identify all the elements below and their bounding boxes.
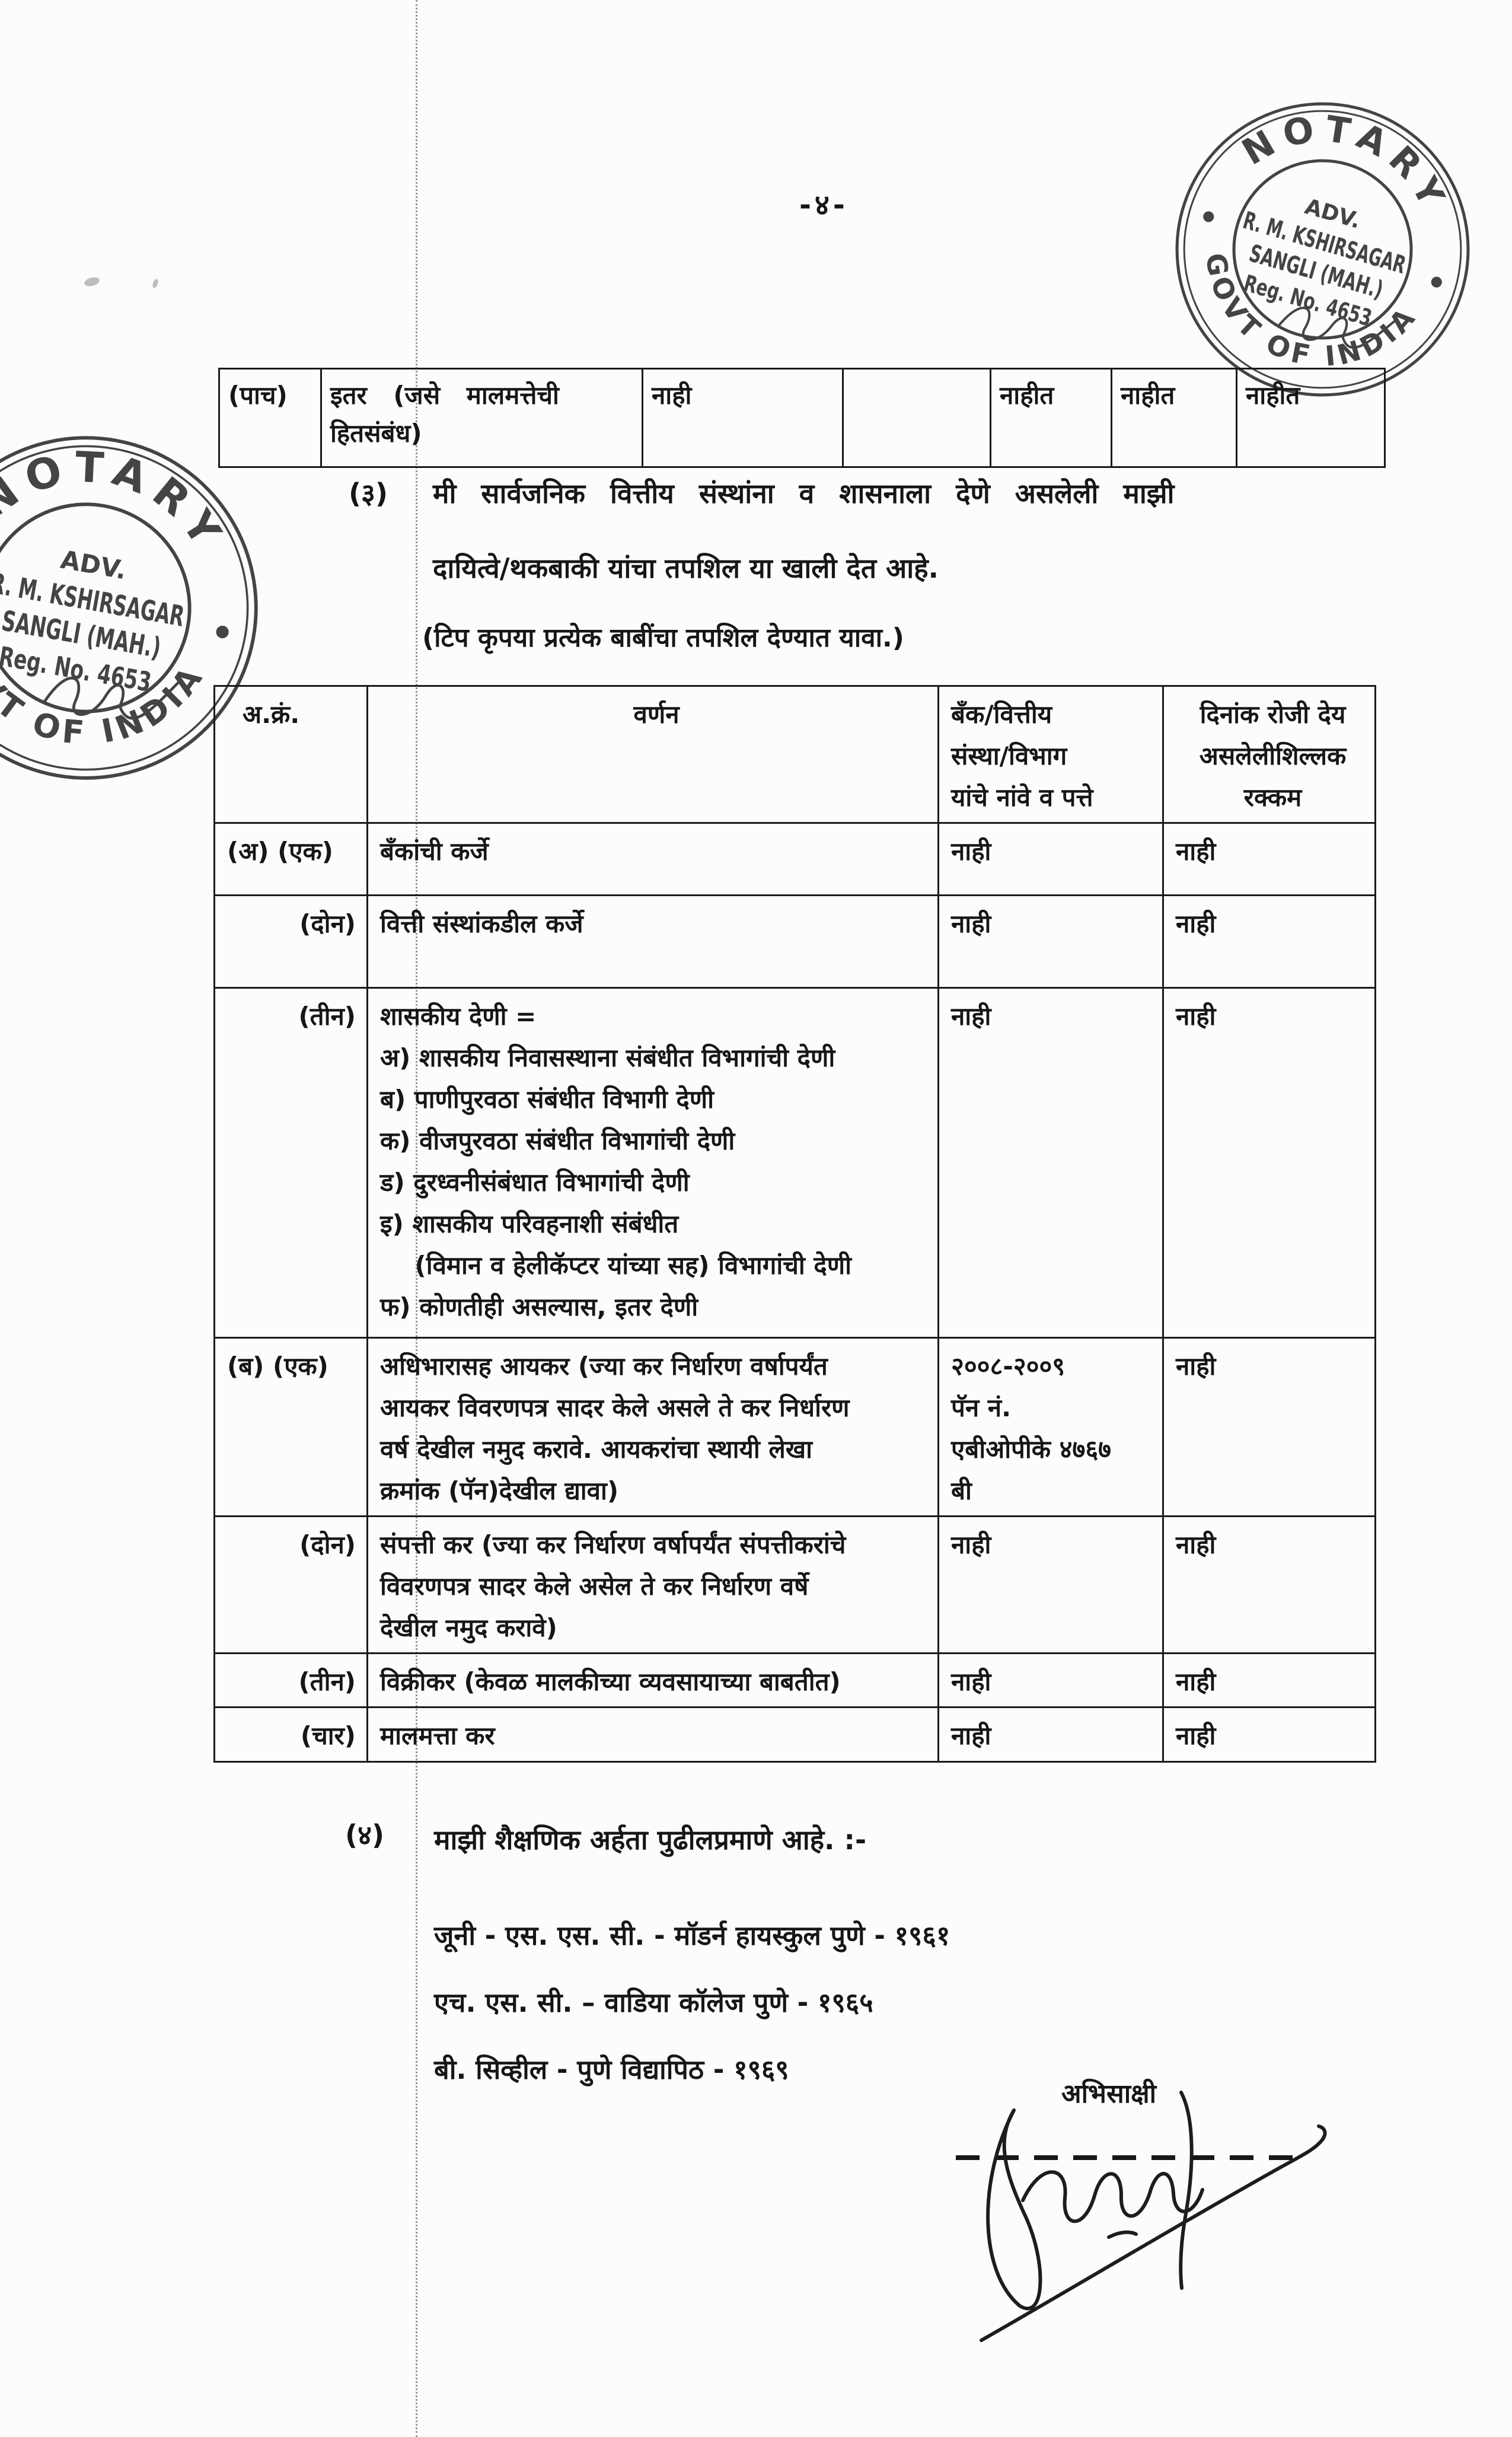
cell-amount: नाही xyxy=(1163,988,1376,1338)
cell-value: नाहीत xyxy=(1112,369,1237,467)
header-amount: दिनांक रोजी देय असलेलीशिल्लक रक्कम xyxy=(1163,686,1376,823)
clause-3-note: (टिप कृपया प्रत्येक बाबींचा तपशिल देण्यात यावा.) xyxy=(422,623,904,653)
cell-bank: नाही xyxy=(939,988,1163,1338)
cell-empty xyxy=(843,369,991,467)
cell-description: इतर (जसे मालमत्तेची हितसंबंध) xyxy=(321,369,643,467)
table-row xyxy=(215,988,1376,1338)
cell-bank: नाही xyxy=(939,1654,1163,1708)
cell-description: शासकीय देणी = अ) शासकीय निवासस्थाना संबंधीत विभागांची देणी ब) पाणीपुरवठा संबंधीत विभागी देणी क) वीजपुरवठा संबंधीत विभागांची देणी ड) दुरध्वनीसंबंधात विभागांची देणी इ) शासकीय परिवहनाशी संबंधीत (विमान व हेलीकॅप्टर यांच्या सह) विभागांची देणी फ) कोणतीही असल्यास, इतर देणी xyxy=(368,988,939,1338)
cell-amount: नाही xyxy=(1163,823,1376,896)
header-description: वर्णन xyxy=(368,686,939,823)
table-row xyxy=(219,369,1385,467)
continuation-table xyxy=(218,368,1386,468)
cell-value: नाही xyxy=(643,369,843,467)
page-number: -४- xyxy=(799,189,848,222)
handwritten-signature xyxy=(925,2040,1352,2372)
clause-4-label: (४) xyxy=(345,1819,384,1851)
header-bank: बँक/वित्तीय संस्था/विभाग यांचे नांवे व पत्ते xyxy=(939,686,1163,823)
table-row xyxy=(215,1338,1376,1517)
header-serial: अ.क्रं. xyxy=(215,686,368,823)
cell-amount: नाही xyxy=(1163,1517,1376,1654)
cell-description: विक्रीकर (केवळ मालकीच्या व्यवसायाच्या बाबतीत) xyxy=(368,1654,939,1708)
cell-description: अधिभारासह आयकर (ज्या कर निर्धारण वर्षापर्यंत आयकर विवरणपत्र सादर केले असले ते कर निर्धारण वर्ष देखील नमुद करावे. आयकरांचा स्थायी लेखा क्रमांक (पॅन)देखील द्यावा) xyxy=(368,1338,939,1517)
cell-amount: नाही xyxy=(1163,1654,1376,1708)
cell-serial: (चार) xyxy=(215,1708,368,1762)
cell-description: संपत्ती कर (ज्या कर निर्धारण वर्षापर्यंत संपत्तीकरांचे विवरणपत्र सादर केले असेल ते कर निर्धारण वर्षे देखील नमुद करावे) xyxy=(368,1517,939,1654)
clause-3-label: (३) xyxy=(349,477,388,509)
stray-mark xyxy=(152,278,160,289)
liability-table xyxy=(213,685,1376,1763)
cell-description: बँकांची कर्जे xyxy=(368,823,939,896)
table-row xyxy=(215,896,1376,988)
cell-serial: (अ) (एक) xyxy=(215,823,368,896)
table-row xyxy=(215,1517,1376,1654)
cell-bank: नाही xyxy=(939,896,1163,988)
cell-serial: (तीन) xyxy=(215,988,368,1338)
table-row xyxy=(215,1708,1376,1762)
cell-amount: नाही xyxy=(1163,896,1376,988)
table-row xyxy=(215,823,1376,896)
cell-value: नाहीत xyxy=(991,369,1112,467)
cell-amount: नाही xyxy=(1163,1338,1376,1517)
cell-serial: (पाच) xyxy=(219,369,321,467)
clause-3-line1: मी सार्वजनिक वित्तीय संस्थांना व शासनाला देणे असलेली माझी xyxy=(433,477,1175,509)
clause-3-line2: दायित्वे/थकबाकी यांचा तपशिल या खाली देत आहे. xyxy=(433,552,939,584)
cell-value: नाहीत xyxy=(1237,369,1385,467)
cell-bank: २००८-२००९ पॅन नं. एबीओपीके ४७६७ बी xyxy=(939,1338,1163,1517)
stray-mark xyxy=(84,276,101,288)
cell-serial: (दोन) xyxy=(215,1517,368,1654)
cell-amount: नाही xyxy=(1163,1708,1376,1762)
witness-label: अभिसाक्षी xyxy=(1061,2079,1157,2109)
cell-bank: नाही xyxy=(939,1517,1163,1654)
cell-serial: (ब) (एक) xyxy=(215,1338,368,1517)
table-header-row xyxy=(215,686,1376,823)
education-list: जूनी - एस. एस. सी. - मॉडर्न हायस्कुल पुणे - १९६१ एच. एस. सी. – वाडिया कॉलेज पुणे - १९६५ बी. सिव्हील - पुणे विद्यापिठ - १९६९ xyxy=(434,1920,950,2085)
clause-4-heading: माझी शैक्षणिक अर्हता पुढीलप्रमाणे आहे. :- xyxy=(434,1824,867,1856)
cell-bank: नाही xyxy=(939,823,1163,896)
cell-bank: नाही xyxy=(939,1708,1163,1762)
cell-description: मालमत्ता कर xyxy=(368,1708,939,1762)
cell-serial: (तीन) xyxy=(215,1654,368,1708)
table-row xyxy=(215,1654,1376,1708)
cell-description: वित्ती संस्थांकडील कर्जे xyxy=(368,896,939,988)
cell-serial: (दोन) xyxy=(215,896,368,988)
